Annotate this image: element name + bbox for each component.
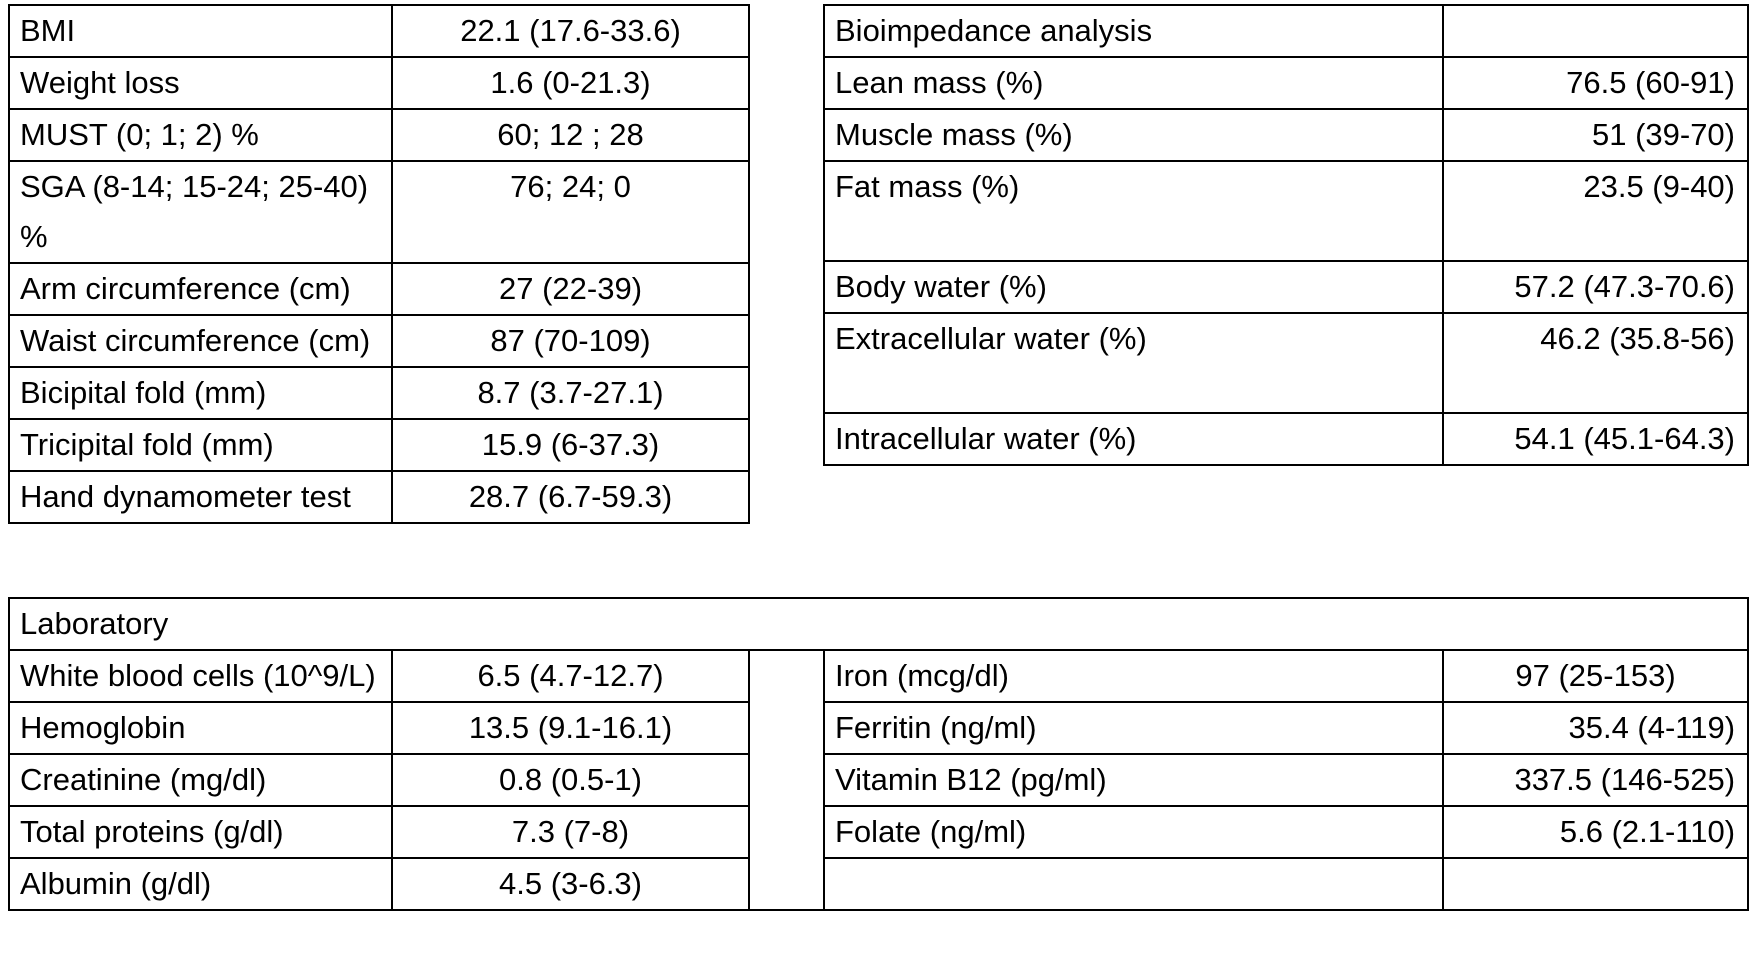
table-row <box>9 5 749 57</box>
table-row <box>9 650 1748 702</box>
row-label: Folate (ng/ml) <box>824 806 1443 858</box>
row-value: 60; 12 ; 28 <box>392 109 749 161</box>
row-value: 15.9 (6-37.3) <box>392 419 749 471</box>
table-row <box>824 313 1748 413</box>
table-row <box>9 315 749 367</box>
row-value: 5.6 (2.1-110) <box>1443 806 1748 858</box>
row-label: Total proteins (g/dl) <box>9 806 392 858</box>
row-label: Lean mass (%) <box>824 57 1443 109</box>
row-value: 57.2 (47.3-70.6) <box>1443 261 1748 313</box>
row-value: 97 (25-153) <box>1443 650 1748 702</box>
column-spacer <box>749 650 824 910</box>
row-label: MUST (0; 1; 2) % <box>9 109 392 161</box>
row-label: White blood cells (10^9/L) <box>9 650 392 702</box>
row-value: 337.5 (146-525) <box>1443 754 1748 806</box>
row-label: Iron (mcg/dl) <box>824 650 1443 702</box>
table-row <box>824 109 1748 161</box>
table-row <box>9 109 749 161</box>
row-value: 35.4 (4-119) <box>1443 702 1748 754</box>
table-row <box>824 57 1748 109</box>
anthropometry-table <box>8 4 750 524</box>
table-header-row <box>824 5 1748 57</box>
table-row <box>824 413 1748 465</box>
row-label: BMI <box>9 5 392 57</box>
row-label: Weight loss <box>9 57 392 109</box>
table-row <box>9 161 749 263</box>
row-value: 0.8 (0.5-1) <box>392 754 749 806</box>
table-row <box>9 419 749 471</box>
row-label: Ferritin (ng/ml) <box>824 702 1443 754</box>
row-value: 23.5 (9-40) <box>1443 161 1748 261</box>
row-label: Tricipital fold (mm) <box>9 419 392 471</box>
row-value: 1.6 (0-21.3) <box>392 57 749 109</box>
row-label: SGA (8-14; 15-24; 25-40) % <box>9 161 392 263</box>
table-row <box>9 702 1748 754</box>
table-row <box>9 806 1748 858</box>
table-row <box>9 57 749 109</box>
row-label <box>824 858 1443 910</box>
row-label: Body water (%) <box>824 261 1443 313</box>
laboratory-table <box>8 597 1749 911</box>
row-label: Extracellular water (%) <box>824 313 1443 413</box>
row-label: Waist circumference (cm) <box>9 315 392 367</box>
table-row <box>9 367 749 419</box>
row-value: 8.7 (3.7-27.1) <box>392 367 749 419</box>
table-row <box>824 261 1748 313</box>
row-value <box>1443 858 1748 910</box>
row-label: Arm circumference (cm) <box>9 263 392 315</box>
row-value: 7.3 (7-8) <box>392 806 749 858</box>
row-value: 27 (22-39) <box>392 263 749 315</box>
table-row <box>9 858 1748 910</box>
bioimpedance-header-value <box>1443 5 1748 57</box>
row-value: 54.1 (45.1-64.3) <box>1443 413 1748 465</box>
row-label: Hand dynamometer test <box>9 471 392 523</box>
row-label: Vitamin B12 (pg/ml) <box>824 754 1443 806</box>
row-value: 22.1 (17.6-33.6) <box>392 5 749 57</box>
row-label: Bicipital fold (mm) <box>9 367 392 419</box>
row-label: Muscle mass (%) <box>824 109 1443 161</box>
row-value: 76; 24; 0 <box>392 161 749 263</box>
row-value: 6.5 (4.7-12.7) <box>392 650 749 702</box>
table-row <box>9 471 749 523</box>
row-value: 87 (70-109) <box>392 315 749 367</box>
row-label: Hemoglobin <box>9 702 392 754</box>
row-label: Creatinine (mg/dl) <box>9 754 392 806</box>
row-value: 51 (39-70) <box>1443 109 1748 161</box>
row-label: Albumin (g/dl) <box>9 858 392 910</box>
table-header-row <box>9 598 1748 650</box>
row-label: Intracellular water (%) <box>824 413 1443 465</box>
table-row <box>9 754 1748 806</box>
laboratory-header: Laboratory <box>9 598 1748 650</box>
bioimpedance-header: Bioimpedance analysis <box>824 5 1443 57</box>
bioimpedance-table <box>823 4 1749 466</box>
table-row <box>9 263 749 315</box>
row-value: 76.5 (60-91) <box>1443 57 1748 109</box>
table-row <box>824 161 1748 261</box>
row-value: 4.5 (3-6.3) <box>392 858 749 910</box>
row-value: 28.7 (6.7-59.3) <box>392 471 749 523</box>
row-value: 46.2 (35.8-56) <box>1443 313 1748 413</box>
row-label: Fat mass (%) <box>824 161 1443 261</box>
row-value: 13.5 (9.1-16.1) <box>392 702 749 754</box>
